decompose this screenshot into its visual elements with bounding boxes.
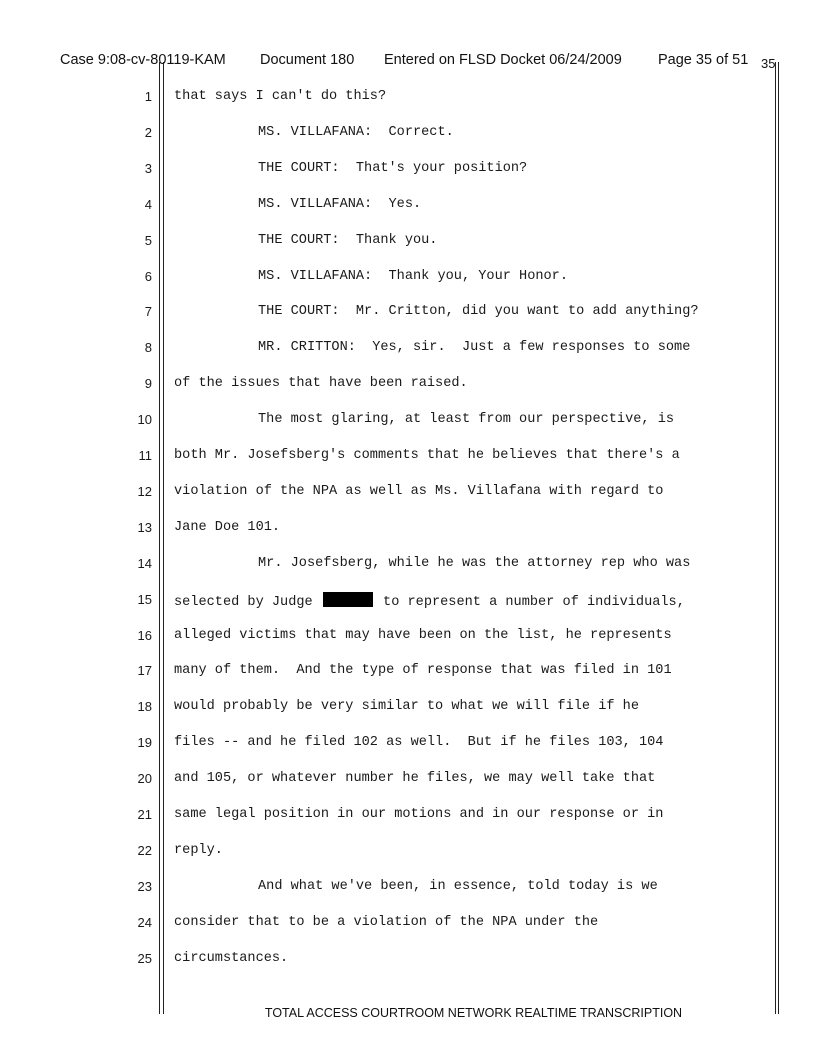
transcript-line bbox=[0, 89, 817, 115]
transcript-footer bbox=[0, 1006, 817, 1020]
transcript-line bbox=[0, 520, 817, 546]
docket-header bbox=[60, 52, 780, 72]
line-text: MS. VILLAFANA: Yes. bbox=[258, 197, 422, 212]
line-number: 11 bbox=[138, 448, 152, 463]
line-number: 5 bbox=[144, 233, 152, 248]
redaction-bar bbox=[323, 592, 373, 607]
docket-entry-date: Entered on FLSD Docket 06/24/2009 bbox=[384, 52, 622, 68]
line-text-before-redaction: selected by Judge bbox=[174, 595, 313, 610]
line-text: many of them. And the type of response that was filed in 101 bbox=[174, 663, 672, 678]
line-text: MR. CRITTON: Yes, sir. Just a few responses to some bbox=[258, 340, 691, 355]
line-text: MS. VILLAFANA: Correct. bbox=[258, 125, 454, 140]
line-number: 6 bbox=[144, 269, 152, 284]
transcript-line bbox=[0, 663, 817, 689]
line-text: THE COURT: That's your position? bbox=[258, 161, 528, 176]
line-number: 8 bbox=[144, 340, 152, 355]
transcript-line bbox=[0, 592, 817, 618]
line-text: both Mr. Josefsberg's comments that he believes that there's a bbox=[174, 448, 680, 463]
transcript-line bbox=[0, 304, 817, 330]
line-number: 25 bbox=[137, 951, 152, 966]
line-text: would probably be very similar to what we will file if he bbox=[174, 699, 639, 714]
transcript-line bbox=[0, 807, 817, 833]
line-text: violation of the NPA as well as Ms. Villafana with regard to bbox=[174, 484, 664, 499]
transcript-line bbox=[0, 233, 817, 259]
transcript-line bbox=[0, 161, 817, 187]
transcript-line bbox=[0, 771, 817, 797]
line-text: alleged victims that may have been on the list, he represents bbox=[174, 628, 672, 643]
line-number: 21 bbox=[137, 807, 152, 822]
footer-text: TOTAL ACCESS COURTROOM NETWORK REALTIME TRANSCRIPTION bbox=[264, 1006, 683, 1020]
line-number: 4 bbox=[144, 197, 152, 212]
line-number: 17 bbox=[137, 663, 152, 678]
transcript-line bbox=[0, 376, 817, 402]
line-number: 9 bbox=[144, 376, 152, 391]
transcript-line bbox=[0, 951, 817, 977]
line-text: THE COURT: Mr. Critton, did you want to add anything? bbox=[258, 304, 699, 319]
line-number: 16 bbox=[137, 628, 152, 643]
line-number: 1 bbox=[144, 89, 152, 104]
line-text: Mr. Josefsberg, while he was the attorney rep who was bbox=[258, 556, 691, 571]
line-text: consider that to be a violation of the NPA under the bbox=[174, 915, 599, 930]
transcript-page-number: 35 bbox=[761, 56, 776, 71]
transcript-line bbox=[0, 340, 817, 366]
line-number: 19 bbox=[137, 735, 152, 750]
line-number: 20 bbox=[137, 771, 152, 786]
line-text: circumstances. bbox=[174, 951, 289, 966]
line-text: The most glaring, at least from our perspective, is bbox=[258, 412, 675, 427]
line-text: THE COURT: Thank you. bbox=[258, 233, 438, 248]
line-text: of the issues that have been raised. bbox=[174, 376, 468, 391]
line-text bbox=[174, 592, 685, 610]
transcript-line bbox=[0, 735, 817, 761]
line-number: 22 bbox=[137, 843, 152, 858]
line-number: 15 bbox=[137, 592, 152, 607]
transcript-line bbox=[0, 843, 817, 869]
line-number: 24 bbox=[137, 915, 152, 930]
document-number: Document 180 bbox=[260, 52, 355, 68]
transcript-line bbox=[0, 269, 817, 295]
line-text: reply. bbox=[174, 843, 223, 858]
line-text: Jane Doe 101. bbox=[174, 520, 281, 535]
transcript-line bbox=[0, 125, 817, 151]
line-number: 7 bbox=[144, 304, 152, 319]
line-number: 18 bbox=[137, 699, 152, 714]
line-text: and 105, or whatever number he files, we may well take that bbox=[174, 771, 656, 786]
line-text: files -- and he filed 102 as well. But if he files 103, 104 bbox=[174, 735, 664, 750]
line-text: MS. VILLAFANA: Thank you, Your Honor. bbox=[258, 269, 568, 284]
transcript-line bbox=[0, 412, 817, 438]
line-number: 3 bbox=[144, 161, 152, 176]
line-number: 2 bbox=[144, 125, 152, 140]
line-number: 13 bbox=[137, 520, 152, 535]
transcript-line bbox=[0, 699, 817, 725]
transcript-line bbox=[0, 448, 817, 474]
line-number: 14 bbox=[137, 556, 152, 571]
transcript-line bbox=[0, 197, 817, 223]
line-text: same legal position in our motions and in our response or in bbox=[174, 807, 664, 822]
transcript-line bbox=[0, 556, 817, 582]
line-text-after-redaction: to represent a number of individuals, bbox=[383, 595, 685, 610]
line-text: that says I can't do this? bbox=[174, 89, 387, 104]
case-number: Case 9:08-cv-80119-KAM bbox=[60, 52, 226, 68]
line-number: 10 bbox=[137, 412, 152, 427]
transcript-line bbox=[0, 628, 817, 654]
transcript-line bbox=[0, 484, 817, 510]
transcript-line bbox=[0, 879, 817, 905]
line-text: And what we've been, in essence, told today is we bbox=[258, 879, 658, 894]
line-number: 12 bbox=[137, 484, 152, 499]
line-number: 23 bbox=[137, 879, 152, 894]
page-of-total: Page 35 of 51 bbox=[658, 52, 749, 68]
transcript-line bbox=[0, 915, 817, 941]
